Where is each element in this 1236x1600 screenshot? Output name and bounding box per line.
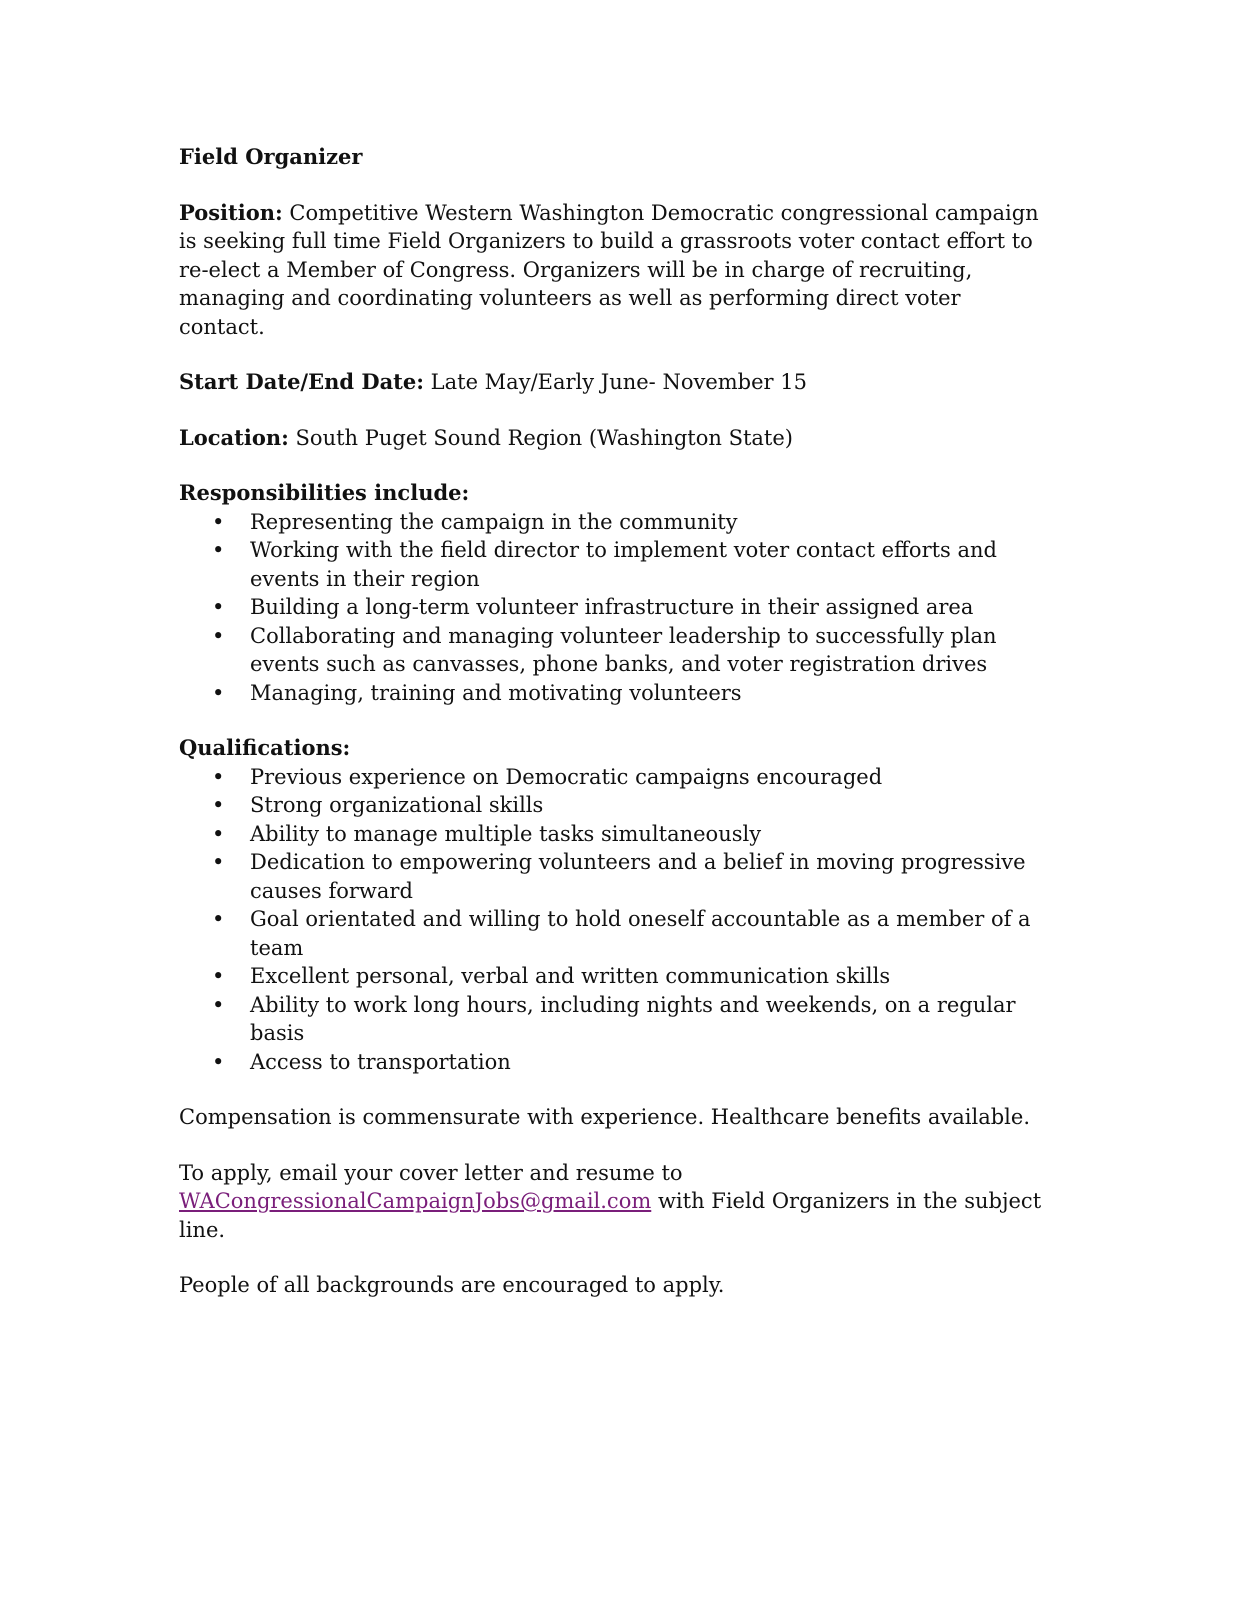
list-item: [179, 536, 1049, 593]
apply-paragraph: [179, 1159, 1049, 1245]
responsibilities-heading: Responsibilities include:: [179, 480, 470, 505]
location-label: Location:: [179, 424, 289, 450]
bullet-icon: •: [212, 821, 225, 846]
list-item: [179, 1048, 1049, 1077]
spacer: [179, 707, 1049, 734]
dates-label: Start Date/End Date:: [179, 369, 424, 394]
list-item-text: Ability to work long hours, including nights and weekends, on a regular basis: [250, 992, 1016, 1045]
list-item: [179, 593, 1049, 622]
list-item-text: Access to transportation: [250, 1049, 511, 1074]
list-item-text: Representing the campaign in the community: [250, 509, 738, 534]
dates-text: Late May/Early June- November 15: [424, 370, 807, 394]
list-item: [179, 763, 1049, 792]
bullet-icon: •: [212, 992, 225, 1017]
location-text: South Puget Sound Region (Washington State): [288, 425, 793, 450]
spacer: [179, 172, 1049, 199]
bullet-icon: •: [212, 509, 225, 534]
spacer: [179, 452, 1049, 479]
list-item-text: Building a long-term volunteer infrastructure in their assigned area: [250, 595, 974, 619]
bullet-icon: •: [212, 964, 225, 988]
spacer: [179, 397, 1049, 424]
apply-text-before: To apply, email your cover letter and resume to: [179, 1160, 683, 1185]
list-item: [179, 905, 1049, 962]
position-text: Competitive Western Washington Democratic congressional campaign is seeking full time Field Organizers to build a grassroots voter contact effort to re-elect a Member of Congress. Organizers will be in charge of recruiting, managing and coordinating volunteers as well as performing direct voter contact.: [179, 200, 1039, 339]
spacer: [179, 1132, 1049, 1159]
list-item: [179, 791, 1049, 820]
list-item-text: Managing, training and motivating volunteers: [250, 680, 742, 705]
list-item: [179, 622, 1049, 679]
position-label: Position:: [179, 199, 283, 225]
bullet-icon: •: [212, 680, 225, 705]
list-item: [179, 991, 1049, 1048]
list-item: [179, 820, 1049, 849]
list-item-text: Working with the field director to implement voter contact efforts and events in their region: [250, 538, 997, 591]
page-title: Field Organizer: [179, 144, 363, 169]
bullet-icon: •: [212, 538, 225, 562]
qualifications-list: [179, 763, 1049, 1077]
dates-paragraph: [179, 368, 1049, 397]
spacer: [179, 1076, 1049, 1103]
list-item-text: Previous experience on Democratic campaigns encouraged: [250, 764, 883, 789]
list-item-text: Strong organizational skills: [250, 793, 544, 817]
bullet-icon: •: [212, 793, 225, 817]
apply-text-after: with Field Organizers in the subject line.: [179, 1189, 1042, 1242]
spacer: [179, 341, 1049, 368]
list-item-text: Ability to manage multiple tasks simultaneously: [250, 821, 762, 846]
list-item-text: Excellent personal, verbal and written communication skills: [250, 964, 891, 988]
location-paragraph: [179, 424, 1049, 453]
bullet-icon: •: [212, 850, 225, 874]
position-paragraph: [179, 199, 1049, 342]
list-item-text: Collaborating and managing volunteer leadership to successfully plan events such as canvasses, phone banks, and voter registration drives: [250, 623, 997, 676]
list-item: [179, 679, 1049, 708]
spacer: [179, 1244, 1049, 1271]
list-item-text: Dedication to empowering volunteers and a belief in moving progressive causes forward: [250, 850, 1026, 903]
list-item-text: Goal orientated and willing to hold oneself accountable as a member of a team: [250, 907, 1031, 960]
document-body: [179, 143, 1049, 1300]
compensation-paragraph: Compensation is commensurate with experience. Healthcare benefits available.: [179, 1105, 1030, 1129]
email-link[interactable]: WACongressionalCampaignJobs@gmail.com: [179, 1189, 652, 1213]
list-item: [179, 962, 1049, 991]
bullet-icon: •: [212, 623, 225, 648]
list-item: [179, 508, 1049, 537]
bullet-icon: •: [212, 595, 225, 619]
bullet-icon: •: [212, 1049, 225, 1074]
responsibilities-list: [179, 508, 1049, 708]
closing-paragraph: People of all backgrounds are encouraged to apply.: [179, 1273, 725, 1297]
qualifications-heading: Qualifications:: [179, 735, 351, 760]
bullet-icon: •: [212, 907, 225, 931]
list-item: [179, 848, 1049, 905]
bullet-icon: •: [212, 764, 225, 789]
